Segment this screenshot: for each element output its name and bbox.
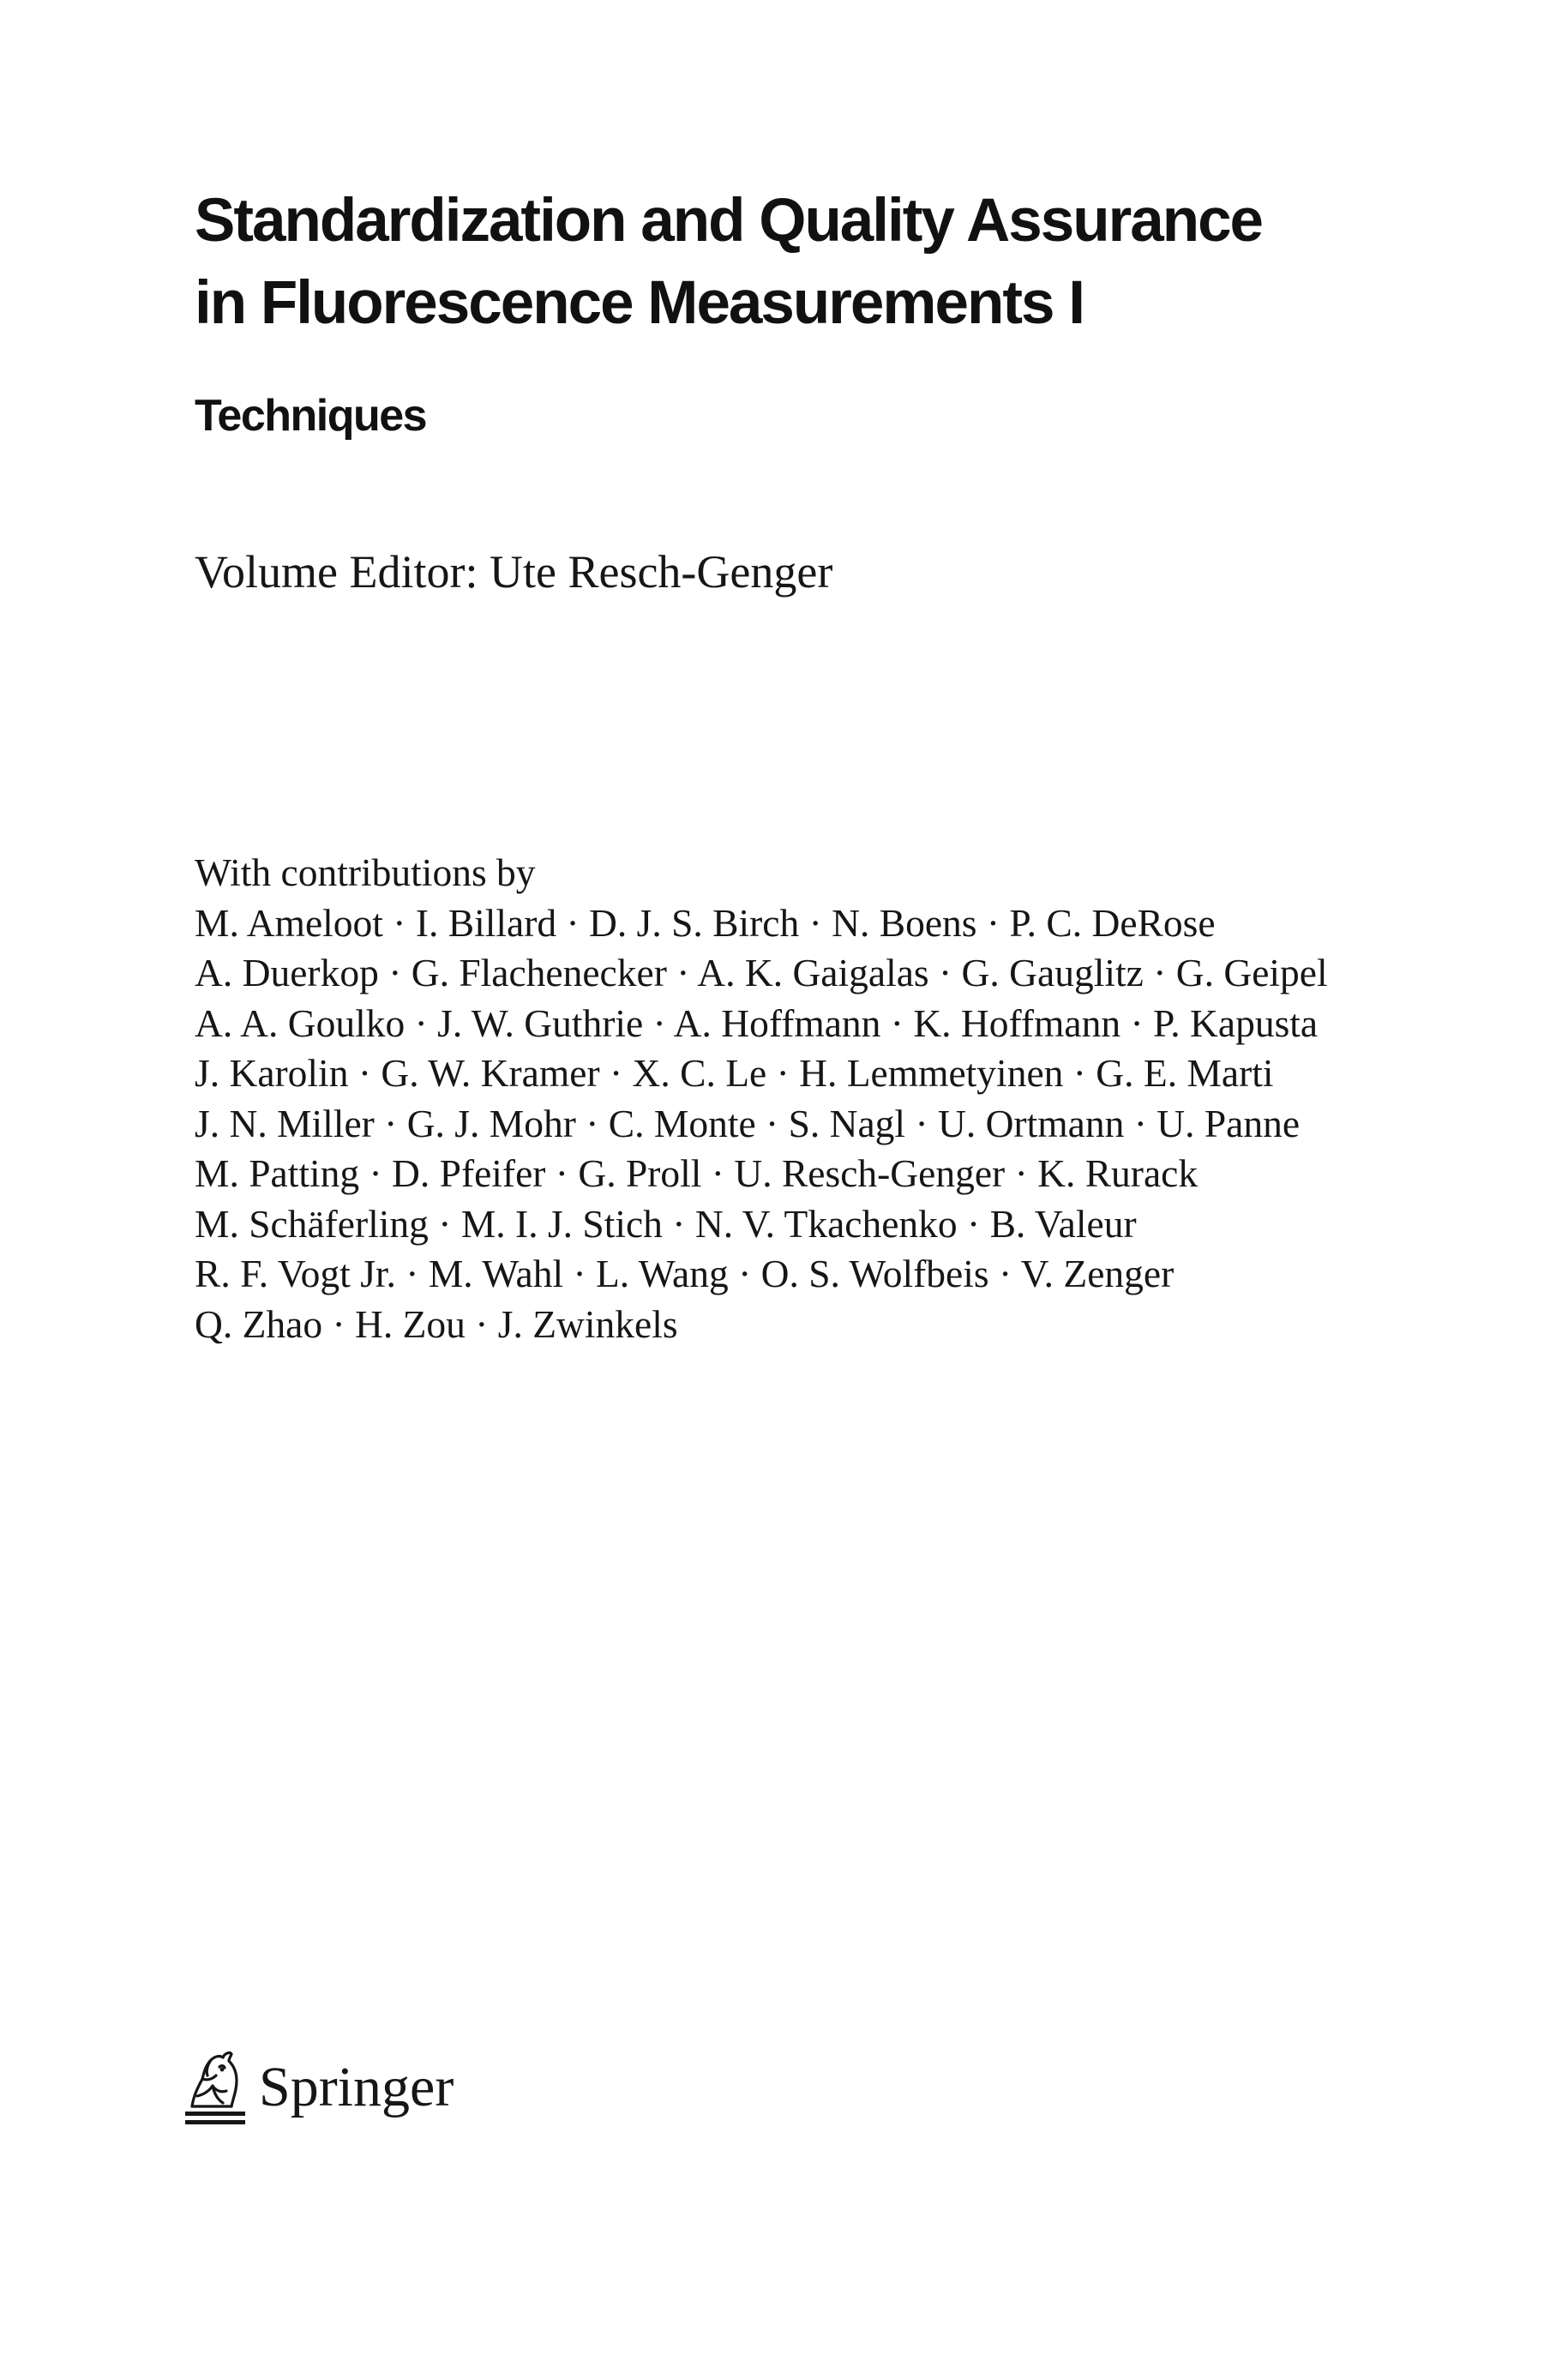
contributors-line: A. A. Goulko · J. W. Guthrie · A. Hoffmann · K. Hoffmann · P. Kapusta (195, 1000, 1319, 1045)
contributors-line: M. Patting · D. Pfeifer · G. Proll · U. Resch-Genger · K. Rurack (195, 1151, 1199, 1195)
book-title-line-1: Standardization and Quality Assurance (195, 187, 1263, 255)
contributors-line: M. Ameloot · I. Billard · D. J. S. Birch · N. Boens · P. C. DeRose (195, 900, 1216, 945)
contributors-intro: With contributions by (195, 850, 536, 894)
springer-knight-logo-icon (182, 2046, 249, 2129)
volume-editor: Volume Editor: Ute Resch-Genger (195, 546, 833, 598)
book-subtitle: Techniques (195, 391, 427, 441)
contributors-list (195, 898, 1481, 1350)
publisher-name: Springer (259, 2056, 454, 2118)
contributors-line: J. Karolin · G. W. Kramer · X. C. Le · H. Lemmetyinen · G. E. Marti (195, 1051, 1274, 1095)
contributors-line: J. N. Miller · G. J. Mohr · C. Monte · S. Nagl · U. Ortmann · U. Panne (195, 1101, 1301, 1145)
publisher-imprint (182, 2045, 454, 2130)
contributors-line: A. Duerkop · G. Flachenecker · A. K. Gaigalas · G. Gauglitz · G. Geipel (195, 951, 1328, 994)
contributors-block (195, 848, 1481, 1349)
contributors-line: Q. Zhao · H. Zou · J. Zwinkels (195, 1301, 678, 1346)
contributors-line: R. F. Vogt Jr. · M. Wahl · L. Wang · O. S. Wolfbeis · V. Zenger (195, 1252, 1174, 1295)
contributors-line: M. Schäferling · M. I. J. Stich · N. V. Tkachenko · B. Valeur (195, 1201, 1137, 1246)
book-title (195, 180, 1481, 345)
book-title-line-2: in Fluorescence Measurements I (195, 269, 1084, 337)
